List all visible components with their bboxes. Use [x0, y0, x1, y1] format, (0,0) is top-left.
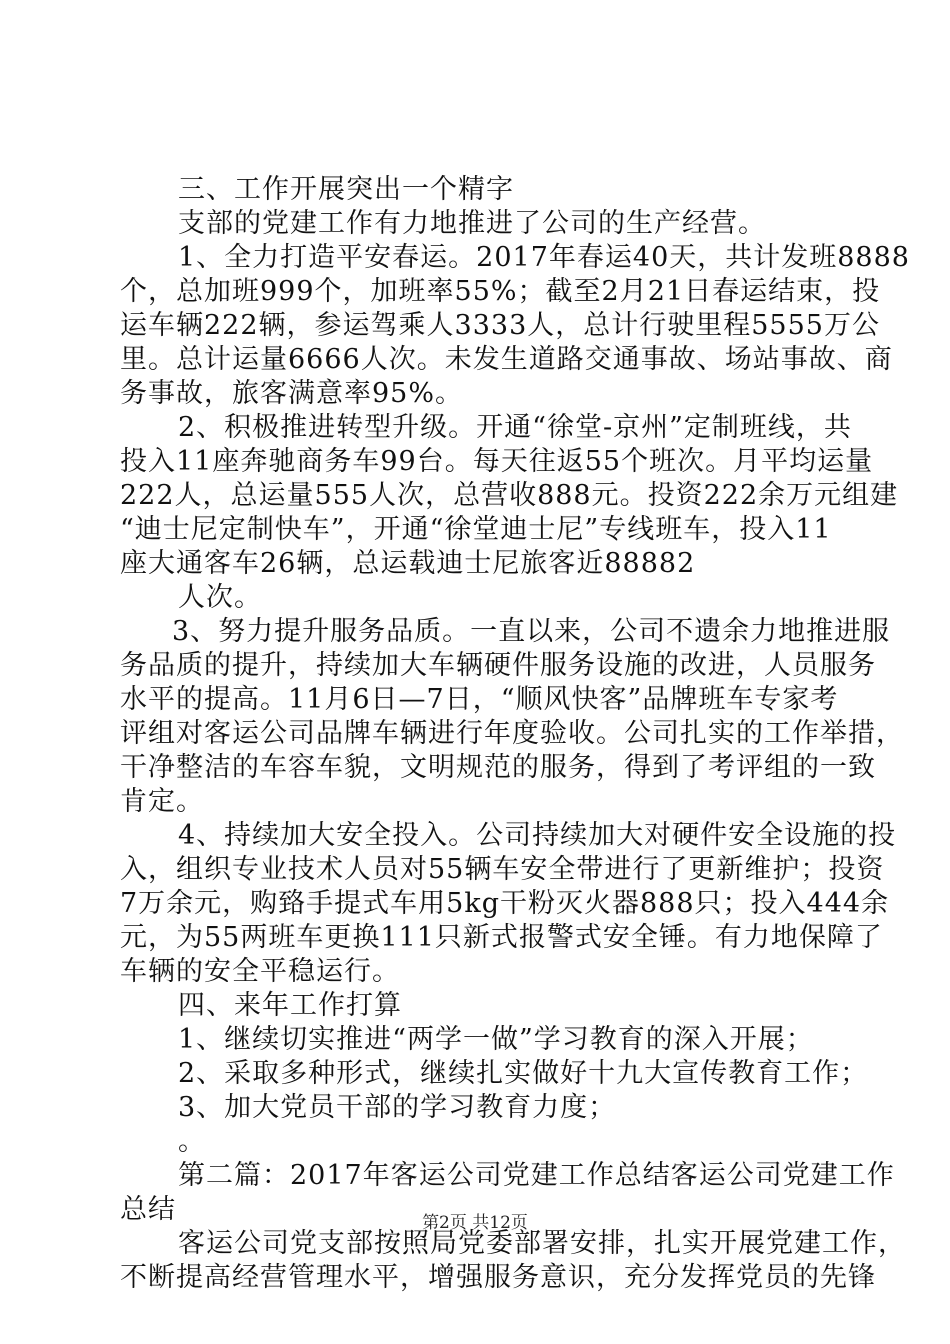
paragraph-line: 2、积极推进转型升级。开通“徐堂-京州”定制班线，共 — [178, 412, 852, 443]
list-item: 3、加大党员干部的学习教育力度； — [178, 1092, 617, 1123]
paragraph-line: 1、全力打造平安春运。2017年春运40天，共计发班8888 — [178, 242, 910, 273]
chapter-heading-continuation: 总结 — [120, 1194, 176, 1225]
section-heading-3: 三、工作开展突出一个精字 — [178, 174, 514, 205]
paragraph-line: 入，组织专业技术人员对55辆车安全带进行了更新维护；投资 — [120, 854, 885, 885]
paragraph-line: 车辆的安全平稳运行。 — [120, 956, 400, 987]
paragraph-line: 客运公司党支部按照局党委部署安排，扎实开展党建工作， — [178, 1228, 906, 1259]
chapter-heading: 第二篇：2017年客运公司党建工作总结客运公司党建工作 — [178, 1160, 895, 1191]
paragraph-line: 。 — [178, 1126, 206, 1157]
paragraph-line: 干净整洁的车容车貌，文明规范的服务，得到了考评组的一致 — [120, 752, 876, 783]
paragraph-line: 里。总计运量6666人次。未发生道路交通事故、场站事故、商 — [120, 344, 893, 375]
paragraph-line: 3、努力提升服务品质。一直以来，公司不遗余力地推进服 — [172, 616, 891, 647]
paragraph-line: 222人，总运量555人次，总营收888元。投资222余万元组建 — [120, 480, 899, 511]
paragraph-line: “迪士尼定制快车”，开通“徐堂迪士尼”专线班车，投入11 — [120, 514, 832, 545]
paragraph-line: 肯定。 — [120, 786, 204, 817]
paragraph-line: 务事故，旅客满意率95%。 — [120, 378, 464, 409]
page-number-footer: 第2页 共12页 — [422, 1213, 528, 1233]
paragraph-line: 支部的党建工作有力地推进了公司的生产经营。 — [178, 208, 766, 239]
paragraph-line: 4、持续加大安全投入。公司持续加大对硬件安全设施的投 — [178, 820, 897, 851]
paragraph-line: 评组对客运公司品牌车辆进行年度验收。公司扎实的工作举措， — [120, 718, 904, 749]
list-item: 2、采取多种形式，继续扎实做好十九大宣传教育工作； — [178, 1058, 869, 1089]
paragraph-line: 不断提高经营管理水平，增强服务意识，充分发挥党员的先锋 — [120, 1262, 876, 1293]
paragraph-line: 投入11座奔驰商务车99台。每天往返55个班次。月平均运量 — [120, 446, 874, 477]
paragraph-line: 座大通客车26辆，总运载迪士尼旅客近88882 — [120, 548, 696, 579]
paragraph-line: 元，为55两班车更换111只新式报警式安全锤。有力地保障了 — [120, 922, 883, 953]
paragraph-line: 水平的提高。11月6日—7日，“顺风快客”品牌班车专家考 — [120, 684, 839, 715]
paragraph-line: 运车辆222辆，参运驾乘人3333人，总计行驶里程5555万公 — [120, 310, 880, 341]
section-heading-4: 四、来年工作打算 — [178, 990, 402, 1021]
paragraph-line: 人次。 — [178, 582, 262, 613]
paragraph-line: 务品质的提升，持续加大车辆硬件服务设施的改进，人员服务 — [120, 650, 876, 681]
paragraph-line: 7万余元，购臵手提式车用5kg干粉灭火器888只；投入444余 — [120, 888, 890, 919]
paragraph-line: 个，总加班999个，加班率55%；截至2月21日春运结束，投 — [120, 276, 881, 307]
list-item: 1、继续切实推进“两学一做”学习教育的深入开展； — [178, 1024, 814, 1055]
